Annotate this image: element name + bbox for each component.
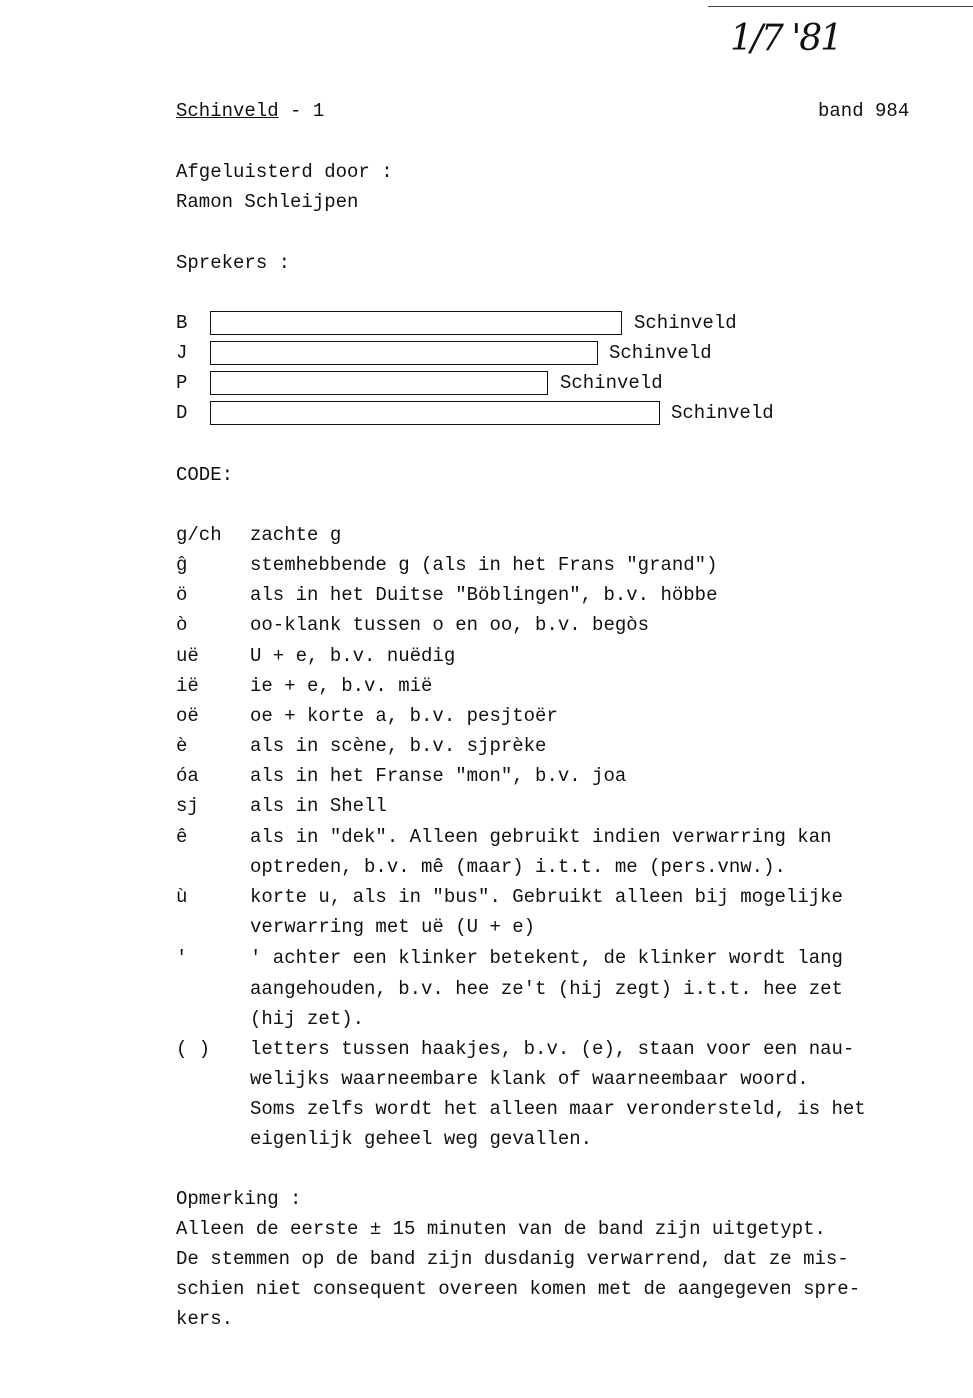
code-description: als in "dek". Alleen gebruikt indien verwarring kan <box>250 826 832 848</box>
document-header <box>176 100 324 122</box>
speaker-letter: P <box>176 372 188 394</box>
code-description: als in het Duitse "Böblingen", b.v. höbbe <box>250 584 718 606</box>
code-description: als in het Franse "mon", b.v. joa <box>250 765 627 787</box>
speaker-place: Schinveld <box>634 312 737 334</box>
speaker-place: Schinveld <box>609 342 712 364</box>
code-description: korte u, als in "bus". Gebruikt alleen bij mogelijke <box>250 886 843 908</box>
remark-line: schien niet consequent overeen komen met de aangegeven spre- <box>176 1278 861 1300</box>
code-description: zachte g <box>250 524 342 546</box>
code-symbol: ië <box>176 675 199 697</box>
speaker-name-redaction-box <box>210 401 660 425</box>
speaker-letter: D <box>176 402 188 424</box>
code-description: optreden, b.v. mê (maar) i.t.t. me (pers.vnw.). <box>250 856 786 878</box>
code-symbol: sj <box>176 795 199 817</box>
header-title: Schinveld <box>176 100 279 122</box>
speaker-name-redaction-box <box>210 341 598 365</box>
code-description: Soms zelfs wordt het alleen maar verondersteld, is het <box>250 1098 866 1120</box>
code-description: (hij zet). <box>250 1008 365 1030</box>
code-symbol: g/ch <box>176 524 222 546</box>
top-border-line <box>708 6 973 7</box>
listener-label: Afgeluisterd door : <box>176 161 393 183</box>
code-description: U + e, b.v. nuëdig <box>250 645 456 667</box>
remark-line: kers. <box>176 1308 234 1330</box>
speaker-name-redaction-box <box>210 371 548 395</box>
code-symbol: ù <box>176 886 188 908</box>
speakers-label: Sprekers : <box>176 252 291 274</box>
code-label: CODE: <box>176 464 234 486</box>
code-description: stemhebbende g (als in het Frans "grand") <box>250 554 718 576</box>
speaker-place: Schinveld <box>560 372 663 394</box>
code-description: als in scène, b.v. sjprèke <box>250 735 547 757</box>
code-symbol: uë <box>176 645 199 667</box>
code-symbol: óa <box>176 765 199 787</box>
code-description: oo-klank tussen o en oo, b.v. begòs <box>250 614 650 636</box>
handwritten-date-note: 1/7 '81 <box>730 18 842 59</box>
code-description: oe + korte a, b.v. pesjtoër <box>250 705 558 727</box>
code-description: aangehouden, b.v. hee ze't (hij zegt) i.t.t. hee zet <box>250 978 843 1000</box>
speaker-letter: B <box>176 312 188 334</box>
code-description: ' achter een klinker betekent, de klinker wordt lang <box>250 947 843 969</box>
code-symbol: ò <box>176 614 188 636</box>
code-symbol: ê <box>176 826 188 848</box>
header-page-number: - 1 <box>290 100 325 122</box>
speaker-place: Schinveld <box>671 402 774 424</box>
code-description: welijks waarneembare klank of waarneembaar woord. <box>250 1068 809 1090</box>
code-symbol: ( ) <box>176 1038 211 1060</box>
code-symbol: ĝ <box>176 554 188 576</box>
remark-label: Opmerking : <box>176 1188 302 1210</box>
code-description: eigenlijk geheel weg gevallen. <box>250 1128 593 1150</box>
code-symbol: ' <box>176 947 188 969</box>
code-symbol: oë <box>176 705 199 727</box>
code-description: letters tussen haakjes, b.v. (e), staan voor een nau- <box>250 1038 855 1060</box>
code-description: als in Shell <box>250 795 387 817</box>
speaker-name-redaction-box <box>210 311 622 335</box>
listener-name: Ramon Schleijpen <box>176 191 359 213</box>
code-symbol: è <box>176 735 188 757</box>
code-symbol: ö <box>176 584 188 606</box>
remark-line: De stemmen op de band zijn dusdanig verwarrend, dat ze mis- <box>176 1248 849 1270</box>
code-description: verwarring met uë (U + e) <box>250 916 536 938</box>
speaker-letter: J <box>176 342 188 364</box>
remark-line: Alleen de eerste ± 15 minuten van de band zijn uitgetypt. <box>176 1218 826 1240</box>
band-number: band 984 <box>818 100 910 122</box>
code-description: ie + e, b.v. mië <box>250 675 433 697</box>
